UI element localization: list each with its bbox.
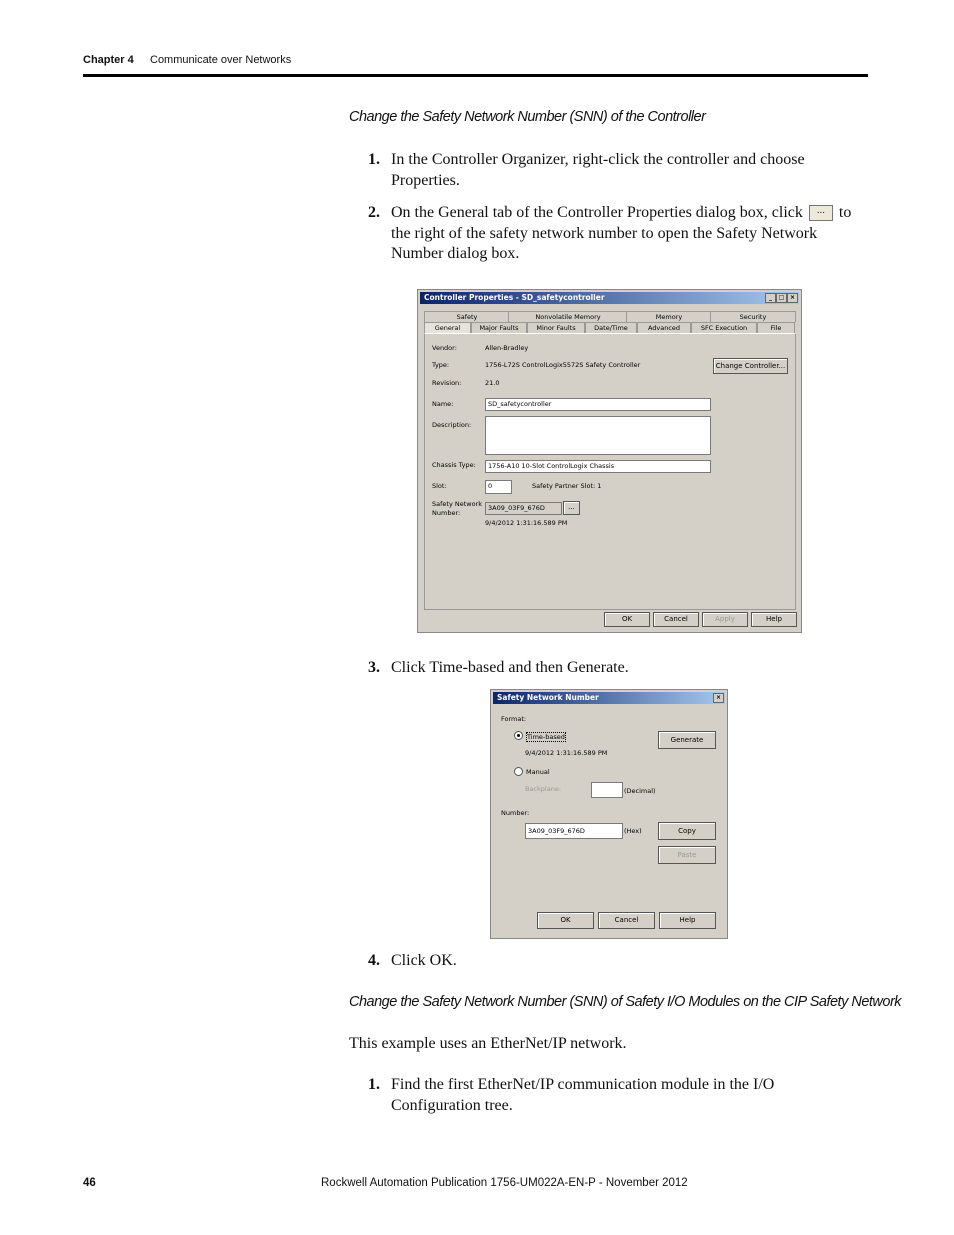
close-icon[interactable]: ×	[713, 693, 724, 703]
description-label: Description:	[432, 421, 472, 429]
help-button[interactable]: Help	[659, 912, 716, 929]
safety-network-number-dialog	[490, 689, 728, 939]
vendor-label: Vendor:	[432, 344, 457, 352]
time-based-label: Time-based	[527, 733, 565, 741]
copy-button[interactable]: Copy	[658, 822, 716, 840]
chassis-type-label: Chassis Type:	[432, 461, 476, 469]
backplane-input[interactable]	[591, 782, 623, 798]
chassis-type-select[interactable]: 1756-A10 10-Slot ControlLogix Chassis	[485, 460, 711, 473]
maximize-icon[interactable]: □	[776, 293, 787, 303]
step-number: 1.	[368, 1076, 380, 1093]
time-based-radio[interactable]	[514, 731, 523, 740]
snn-field: 3A09_03F9_676D	[485, 502, 562, 515]
apply-button[interactable]: Apply	[702, 612, 748, 627]
dialog-title: Controller Properties - SD_safetycontroller	[424, 293, 605, 302]
dialog-titlebar	[493, 692, 725, 704]
snn-label-1: Safety Network	[432, 500, 482, 508]
cancel-button[interactable]: Cancel	[598, 912, 655, 929]
step-2	[368, 203, 858, 265]
vendor-value: Allen-Bradley	[485, 344, 529, 352]
chapter-label: Chapter 4	[83, 54, 134, 66]
step-text	[391, 203, 858, 265]
cancel-button[interactable]: Cancel	[653, 612, 699, 627]
step-number: 3.	[368, 659, 380, 676]
step-number: 2.	[368, 204, 380, 221]
number-input[interactable]: 3A09_03F9_676D	[525, 823, 623, 839]
revision-label: Revision:	[432, 379, 462, 387]
name-label: Name:	[432, 400, 454, 408]
hex-label: (Hex)	[624, 827, 642, 835]
minimize-icon[interactable]: _	[765, 293, 776, 303]
tab-memory[interactable]: Memory	[626, 311, 712, 322]
number-label: Number:	[501, 809, 530, 817]
step-text-b: to the right of the safety network number to open the Safety Network Number dialog box.	[391, 204, 852, 262]
ellipsis-button-image: ...	[809, 205, 833, 221]
subheading-controller-snn: Change the Safety Network Number (SNN) of the Controller	[349, 109, 706, 125]
snn-timestamp: 9/4/2012 1:31:16.589 PM	[485, 519, 568, 527]
type-label: Type:	[432, 361, 450, 369]
tab-major-faults[interactable]: Major Faults	[471, 322, 527, 333]
tab-advanced[interactable]: Advanced	[637, 322, 691, 333]
close-icon[interactable]: ×	[787, 293, 798, 303]
section-label: Communicate over Networks	[150, 54, 292, 66]
page-header	[83, 54, 292, 66]
step-3	[368, 658, 858, 679]
io-step-1	[368, 1075, 858, 1116]
name-input[interactable]: SD_safetycontroller	[485, 398, 711, 411]
manual-radio[interactable]	[514, 767, 523, 776]
step-1	[368, 150, 858, 191]
step-text: Click Time-based and then Generate.	[391, 659, 629, 676]
manual-label: Manual	[526, 768, 550, 776]
ok-button[interactable]: OK	[537, 912, 594, 929]
tab-minor-faults[interactable]: Minor Faults	[527, 322, 585, 333]
header-rule	[83, 74, 868, 77]
paste-button[interactable]: Paste	[658, 846, 716, 864]
subheading-io-snn: Change the Safety Network Number (SNN) of Safety I/O Modules on the CIP Safety Network	[349, 994, 902, 1010]
type-value: 1756-L72S ControlLogix5572S Safety Controller	[485, 361, 641, 369]
publication-footer: Rockwell Automation Publication 1756-UM022A-EN-P - November 2012	[321, 1177, 688, 1189]
step-text: Find the first EtherNet/IP communication module in the I/O Configuration tree.	[391, 1076, 775, 1114]
tab-general[interactable]: General	[424, 322, 471, 333]
snn-label-2: Number:	[432, 509, 461, 517]
revision-value: 21.0	[485, 379, 500, 387]
format-label: Format:	[501, 715, 527, 723]
step-number: 1.	[368, 151, 380, 168]
generate-button[interactable]: Generate	[658, 731, 716, 749]
controller-properties-dialog	[417, 289, 802, 633]
snn-ellipsis-button[interactable]: ...	[563, 501, 580, 515]
slot-spinner[interactable]: 0	[485, 480, 512, 494]
dialog-titlebar	[420, 292, 799, 304]
tab-sfc-execution[interactable]: SFC Execution	[691, 322, 757, 333]
slot-label: Slot:	[432, 482, 447, 490]
safety-partner-slot: Safety Partner Slot: 1	[532, 482, 602, 490]
example-paragraph: This example uses an EtherNet/IP network.	[349, 1035, 627, 1052]
ok-button[interactable]: OK	[604, 612, 650, 627]
tab-safety[interactable]: Safety	[424, 311, 510, 322]
help-button[interactable]: Help	[751, 612, 797, 627]
step-text: Click OK.	[391, 952, 457, 969]
step-text-a: On the General tab of the Controller Properties dialog box, click	[391, 204, 803, 221]
dialog-title: Safety Network Number	[497, 693, 599, 702]
backplane-label: Backplane:	[525, 785, 562, 793]
step-text: In the Controller Organizer, right-click the controller and choose Properties.	[391, 151, 805, 189]
tab-file[interactable]: File	[757, 322, 795, 333]
tab-nonvolatile-memory[interactable]: Nonvolatile Memory	[508, 311, 628, 322]
generated-timestamp: 9/4/2012 1:31:16.589 PM	[525, 749, 608, 757]
description-input[interactable]	[485, 416, 711, 455]
tab-security[interactable]: Security	[710, 311, 796, 322]
step-4	[368, 951, 858, 972]
tab-date-time[interactable]: Date/Time	[585, 322, 637, 333]
change-controller-button[interactable]: Change Controller...	[713, 358, 788, 374]
step-number: 4.	[368, 952, 380, 969]
page-number: 46	[83, 1177, 96, 1189]
decimal-label: (Decimal)	[624, 787, 656, 795]
